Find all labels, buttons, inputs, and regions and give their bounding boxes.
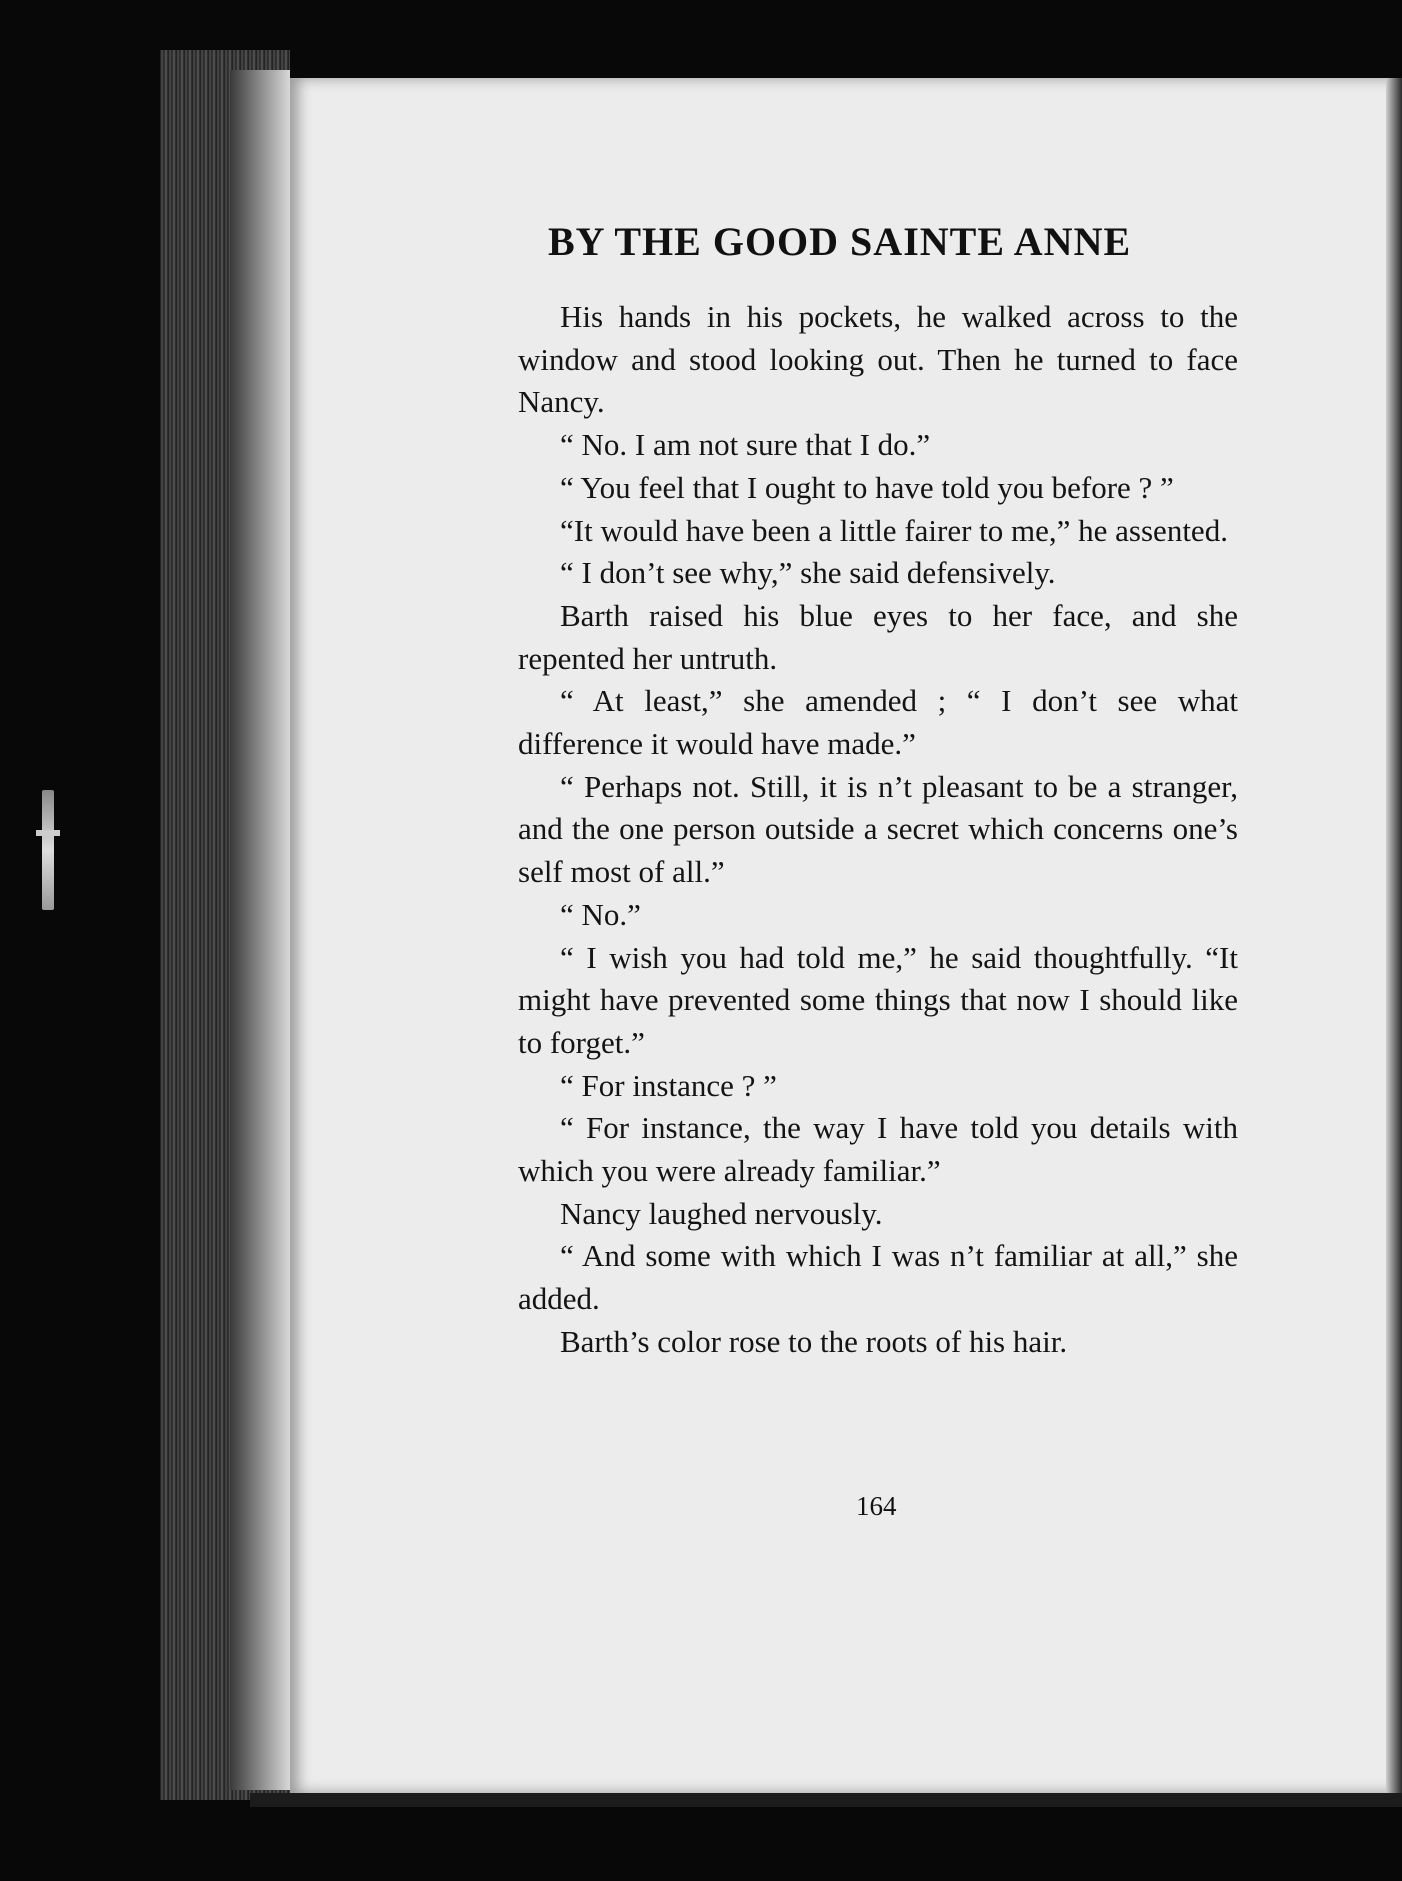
page-number: 164 [856, 1491, 897, 1521]
paragraph: “ For instance ? ” [560, 1067, 777, 1103]
paragraph: “ I don’t see why,” she said defensively. [560, 555, 1056, 591]
paragraph: Barth raised his blue eyes to her face, and she repented her untruth. [518, 597, 1238, 676]
paragraph: “ No.” [560, 896, 641, 932]
paragraph: “ Perhaps not. Still, it is n’t pleasant to be a stranger, and the one person outside a secret which concerns one’s self most of all.” [518, 768, 1238, 890]
paragraph: “ For instance, the way I have told you details with which you were already familiar.” [518, 1110, 1238, 1189]
paragraph: “ You feel that I ought to have told you before ? ” [560, 469, 1174, 505]
paragraph: Barth’s color rose to the roots of his hair. [560, 1323, 1068, 1359]
paragraph: His hands in his pockets, he walked across to the window and stood looking out. Then he turned to face Nancy. [518, 299, 1238, 420]
page-bottom-edge [250, 1793, 1402, 1807]
page-right-edge [1386, 78, 1402, 1793]
binding-clip-mark [42, 790, 54, 910]
paragraph: “ And some with which I was n’t familiar at all,” she added. [518, 1238, 1238, 1317]
paragraph: “It would have been a little fairer to me,” he assented. [560, 512, 1228, 548]
book-gutter-shadow [230, 70, 290, 1790]
paragraph: Nancy laughed nervously. [560, 1195, 883, 1231]
body-text [518, 296, 1238, 1364]
paragraph: “ I wish you had told me,” he said thoughtfully. “It might have prevented some things that now I should like to forget.” [518, 939, 1238, 1060]
paragraph: “ No. I am not sure that I do.” [560, 427, 931, 463]
running-head: BY THE GOOD SAINTE ANNE [548, 219, 1132, 264]
paragraph: “ At least,” she amended ; “ I don’t see what difference it would have made.” [518, 683, 1238, 762]
